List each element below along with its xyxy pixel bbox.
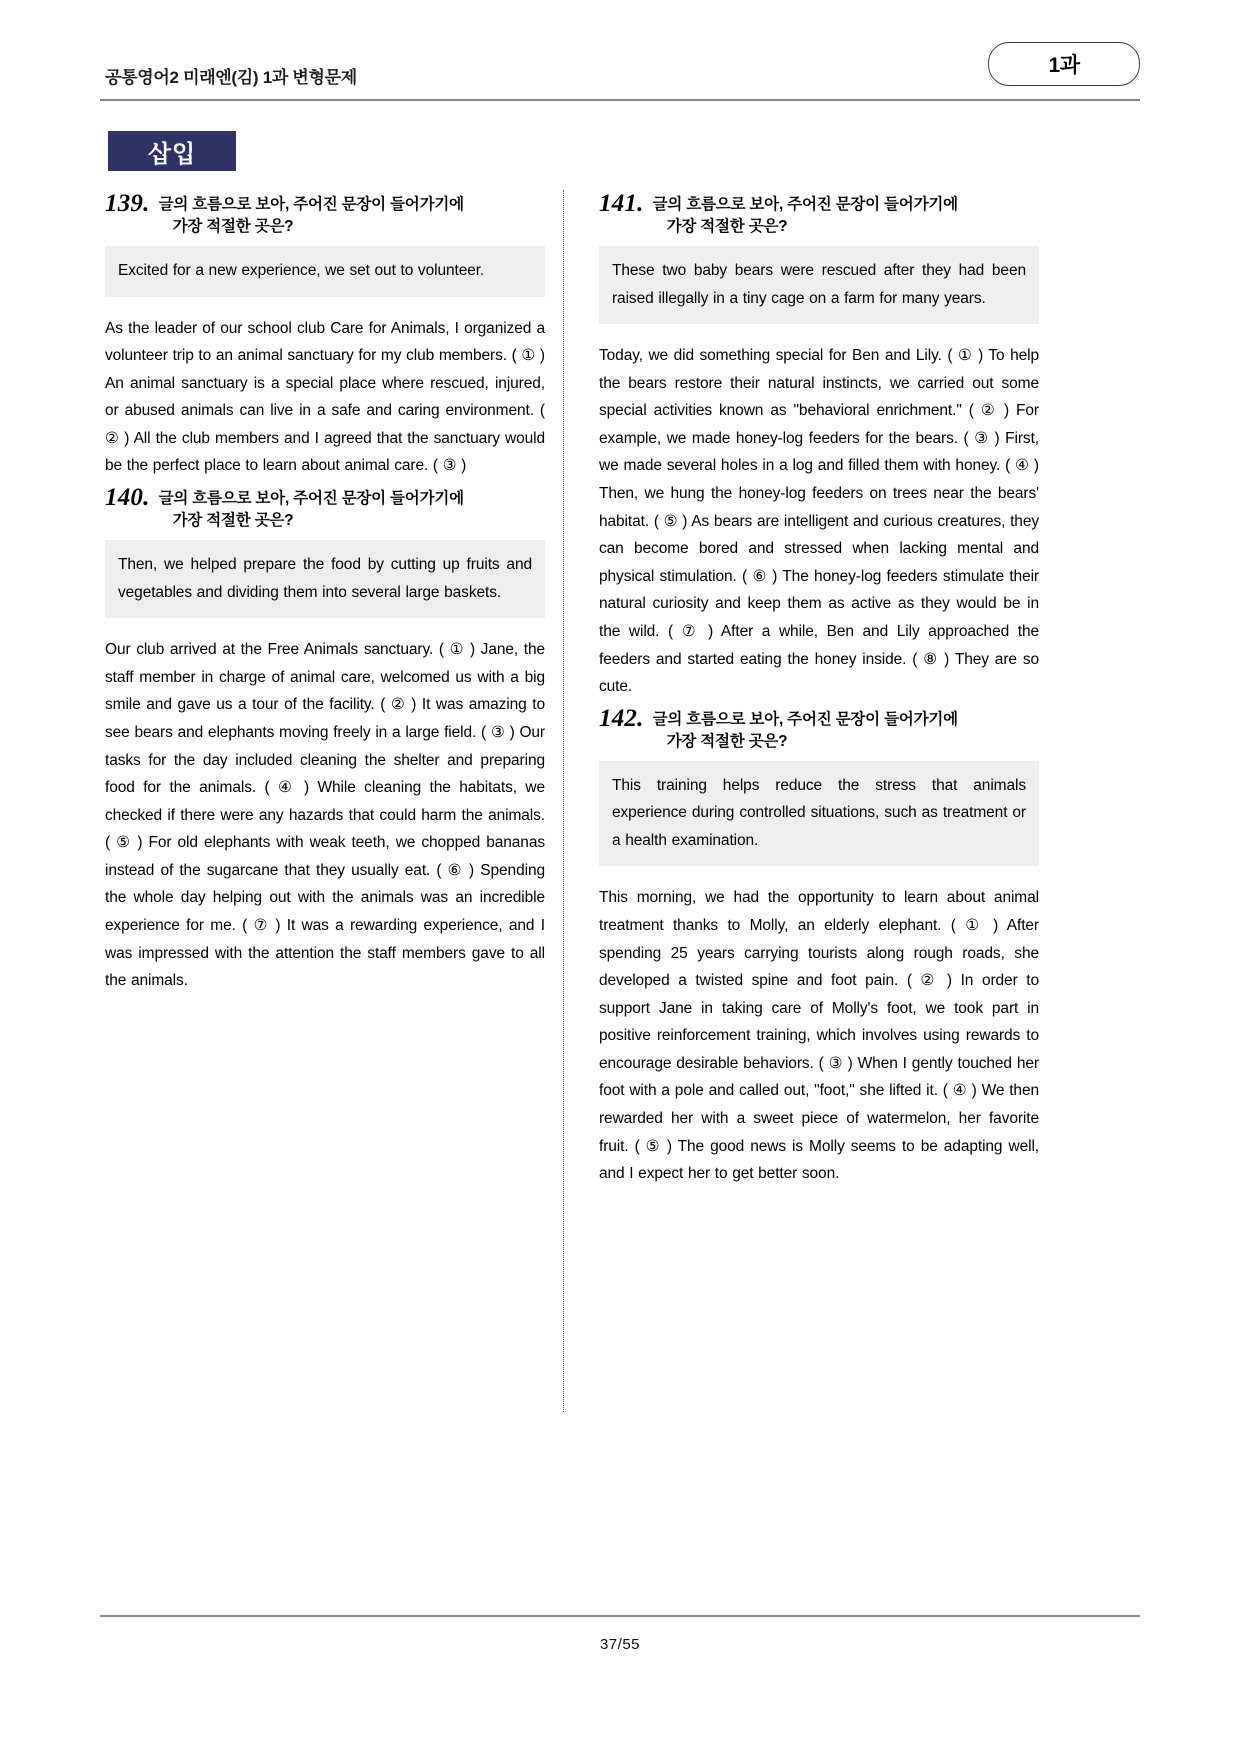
question-140-number: 140. [105,484,150,512]
question-141-prompt-line1: 글의 흐름으로 보아, 주어진 문장이 들어가기에 [652,196,958,213]
question-139-prompt-line2: 가장 적절한 곳은? [172,218,294,235]
question-141-passage: Today, we did something special for Ben and Lily. ( ① ) To help the bears restore their natural instincts, we carried out some special activities known as "behavioral enrichment." ( ② ) For example, we made honey-log feeders for the bears. ( ③ ) First, we made several holes in a log and filled them with honey. ( ④ ) Then, we hung the honey-log feeders on trees near the bears' habitat. ( ⑤ ) As bears are intelligent and curious creatures, they can become bored and stressed when lacking mental and physical stimulation. ( ⑥ ) The honey-log feeders stimulate their natural curiosity and keep them as active as they would be in the wild. ( ⑦ ) After a while, Ben and Lily approached the feeders and started eating the honey inside. ( ⑧ ) They are so cute. [599,347,1039,696]
section-banner [108,131,236,171]
question-142-prompt [653,705,958,753]
question-141 [599,190,1039,701]
header-title: 공통영어2 미래엔(김) 1과 변형문제 [105,68,357,87]
question-142-prompt-line1: 글의 흐름으로 보아, 주어진 문장이 들어가기에 [652,710,958,728]
content-columns [0,190,1240,1412]
lesson-badge [988,42,1140,86]
section-banner-label: 삽입 [147,140,197,168]
question-139-prompt [159,190,464,238]
footer-divider-rule [100,1615,1140,1617]
question-139-given-sentence: Excited for a new experience, we set out to volunteer. [105,246,545,297]
lesson-badge-label: 1과 [1048,54,1080,77]
question-142-number: 142. [599,704,644,732]
header-divider-rule [100,99,1140,101]
question-142-header [599,705,1039,753]
column-right [599,190,1039,1192]
question-141-prompt-line2: 가장 적절한 곳은? [666,218,788,235]
page-header [105,0,1140,106]
column-left [105,190,545,999]
question-141-given-sentence: These two baby bears were rescued after they had been raised illegally in a tiny cage on a farm for many years. [599,246,1039,324]
question-140 [105,484,545,995]
question-142-passage: This morning, we had the opportunity to learn about animal treatment thanks to Molly, an elderly elephant. ( ① ) After spending 25 years carrying tourists along rough roads, she developed a twisted spine and foot pain. ( ② ) In order to support Jane in taking care of Molly's foot, we took part in positive reinforcement training, which involves using rewards to encourage desirable behaviors. ( ③ ) When I gently touched her foot with a pole and called out, "foot," she lifted it. ( ④ ) We then rewarded her with a sweet piece of watermelon, her favorite fruit. ( ⑤ ) The good news is Molly seems to be adapting well, and I expect her to get better soon. [599,889,1039,1183]
question-140-passage: Our club arrived at the Free Animals sanctuary. ( ① ) Jane, the staff member in charge of animal care, welcomed us with a big smile and gave us a tour of the facility. ( ② ) It was amazing to see bears and elephants moving freely in a large field. ( ③ ) Our tasks for the day included cleaning the shelter and preparing food for the animals. ( ④ ) While cleaning the habitats, we checked if there were any hazards that could harm the animals. ( ⑤ ) For old elephants with weak teeth, we chopped bananas instead of the sugarcane that they usually eat. ( ⑥ ) Spending the whole day helping out with the animals was an incredible experience for me. ( ⑦ ) It was a rewarding experience, and I was impressed with the attention the staff members gave to all the animals. [105,641,545,990]
question-142-prompt-line2: 가장 적절한 곳은? [666,732,788,750]
question-141-number: 141. [599,190,644,217]
question-142 [599,705,1039,1188]
question-140-prompt [159,484,464,532]
column-divider [563,190,564,1412]
question-139-passage: As the leader of our school club Care for Animals, I organized a volunteer trip to an animal sanctuary for my club members. ( ① ) An animal sanctuary is a special place where rescued, injured, or abused animals can live in a safe and caring environment. ( ② ) All the club members and I agreed that the sanctuary would be the perfect place to learn about animal care. ( ③ ) [105,319,545,475]
question-139-header [105,190,545,238]
question-139-number: 139. [105,190,150,217]
question-139-prompt-line1: 글의 흐름으로 보아, 주어진 문장이 들어가기에 [158,196,464,213]
question-140-prompt-line1: 글의 흐름으로 보아, 주어진 문장이 들어가기에 [158,490,464,508]
question-140-header [105,484,545,532]
question-140-prompt-line2: 가장 적절한 곳은? [172,512,294,530]
question-141-header [599,190,1039,238]
question-142-given-sentence: This training helps reduce the stress that animals experience during controlled situations, such as treatment or a health examination. [599,761,1039,867]
question-140-given-sentence: Then, we helped prepare the food by cutting up fruits and vegetables and dividing them into several large baskets. [105,540,545,618]
question-139 [105,190,545,480]
question-141-prompt [653,190,958,238]
footer-page-number: 37/55 [599,1636,641,1653]
